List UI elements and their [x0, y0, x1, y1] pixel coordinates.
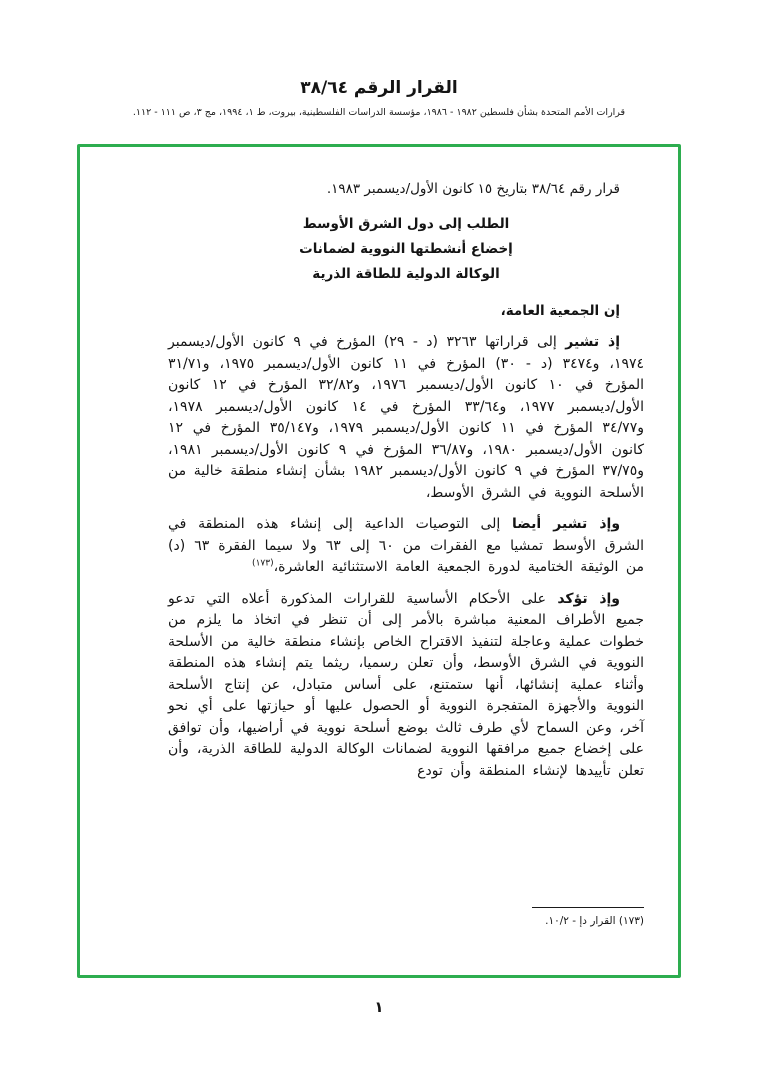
page-number: ١ — [374, 998, 384, 1016]
footnote-text: (١٧٣) القرار دإ - ١٠/٢. — [545, 915, 644, 927]
footnote-area — [168, 907, 644, 929]
paragraph-text: على الأحكام الأساسية للقرارات المذكورة أعلاه التي تدعو جميع الأطراف المعنية مباشرة بالأمر إلى أن تنظر في اتخاذ ما يلزم من خطوات عملية وعاجلة لتنفيذ الاقتراح الخاص بإنشاء منطقة خالية من الأسلحة النووية في الشرق الأوسط، وأن تعلن رسميا، ريثما يتم إنشاء هذه المنطقة وأثناء عملية إنشائها، أنها ستمتنع، على أساس متبادل، عن إنتاج الأسلحة النووية والأجهزة المتفجرة النووية أو الحصول عليها أو حيازتها على أي نحو آخر، وعن السماح لأي طرف ثالث بوضع أسلحة نووية في أراضيها، وأن توافق على إخضاع جميع مرافقها النووية لضمانات الوكالة الدولية للطاقة الذرية، وأن تعلن تأييدها لإنشاء المنطقة وأن تودع — [168, 590, 644, 779]
resolution-box — [77, 144, 681, 978]
paragraph-lead: وإذ تؤكد — [557, 590, 621, 607]
footnote-divider — [532, 907, 644, 908]
resolution-title-line-3: الوكالة الدولية للطاقة الذرية — [312, 266, 500, 282]
paragraph-text: إلى قراراتها ٣٢٦٣ (د - ٢٩) المؤرخ في ٩ كانون الأول/ديسمبر ١٩٧٤، و٣٤٧٤ (د - ٣٠) المؤرخ في ١١ كانون الأول/ديسمبر ١٩٧٥، و٣١/٧١ المؤرخ في ١٠ كانون الأول/ديسمبر ١٩٧٦، و٣٢/٨٢ المؤرخ في ١٢ كانون الأول/ديسمبر ١٩٧٧، و٣٣/٦٤ المؤرخ في ١٤ كانون الأول/ديسمبر ١٩٧٨، و٣٤/٧٧ المؤرخ في ١١ كانون الأول/ديسمبر ١٩٧٩، و٣٥/١٤٧ المؤرخ في ١٢ كانون الأول/ديسمبر ١٩٨٠، و٣٦/٨٧ المؤرخ في ٩ كانون الأول/ديسمبر ١٩٨١، و٣٧/٧٥ المؤرخ في ٩ كانون الأول/ديسمبر ١٩٨٢ بشأن إنشاء منطقة خالية من الأسلحة النووية في الشرق الأوسط، — [168, 334, 645, 501]
paragraph-emphasizing — [168, 589, 644, 783]
resolution-title-line-1: الطلب إلى دول الشرق الأوسط — [302, 216, 510, 232]
paragraph-lead: وإذ تشير أيضا — [512, 516, 621, 532]
salutation: إن الجمعية العامة، — [500, 303, 620, 319]
resolution-header-line: قرار رقم ٣٨/٦٤ بتاريخ ١٥ كانون الأول/ديسمبر ١٩٨٣. — [326, 181, 620, 197]
citation-line: قرارات الأمم المتحدة بشأن فلسطين ١٩٨٢ - ١٩٨٦، مؤسسة الدراسات الفلسطينية، بيروت، ط ١، ١٩٩٤، مج ٣، ص ١١١ - ١١٢. — [132, 107, 626, 118]
paragraph-text: إلى التوصيات الداعية إلى إنشاء هذه المنطقة في الشرق الأوسط تمشيا مع الفقرات من ٦٠ إلى ٦٣ ولا سيما الفقرة ٦٣ (د) من الوثيقة الختامية لدورة الجمعية العامة الاستثنائية العاشرة، — [168, 516, 644, 575]
paragraph-recalling-also — [168, 514, 644, 579]
paragraph-lead: إذ تشير — [565, 334, 621, 350]
paragraph-recalling — [168, 332, 644, 504]
resolution-title — [168, 212, 644, 287]
footnote-ref: (١٧٣) — [252, 558, 274, 569]
page-title: القرار الرقم ٣٨/٦٤ — [300, 78, 458, 98]
resolution-title-line-2: إخضاع أنشطتها النووية لضمانات — [299, 241, 513, 257]
